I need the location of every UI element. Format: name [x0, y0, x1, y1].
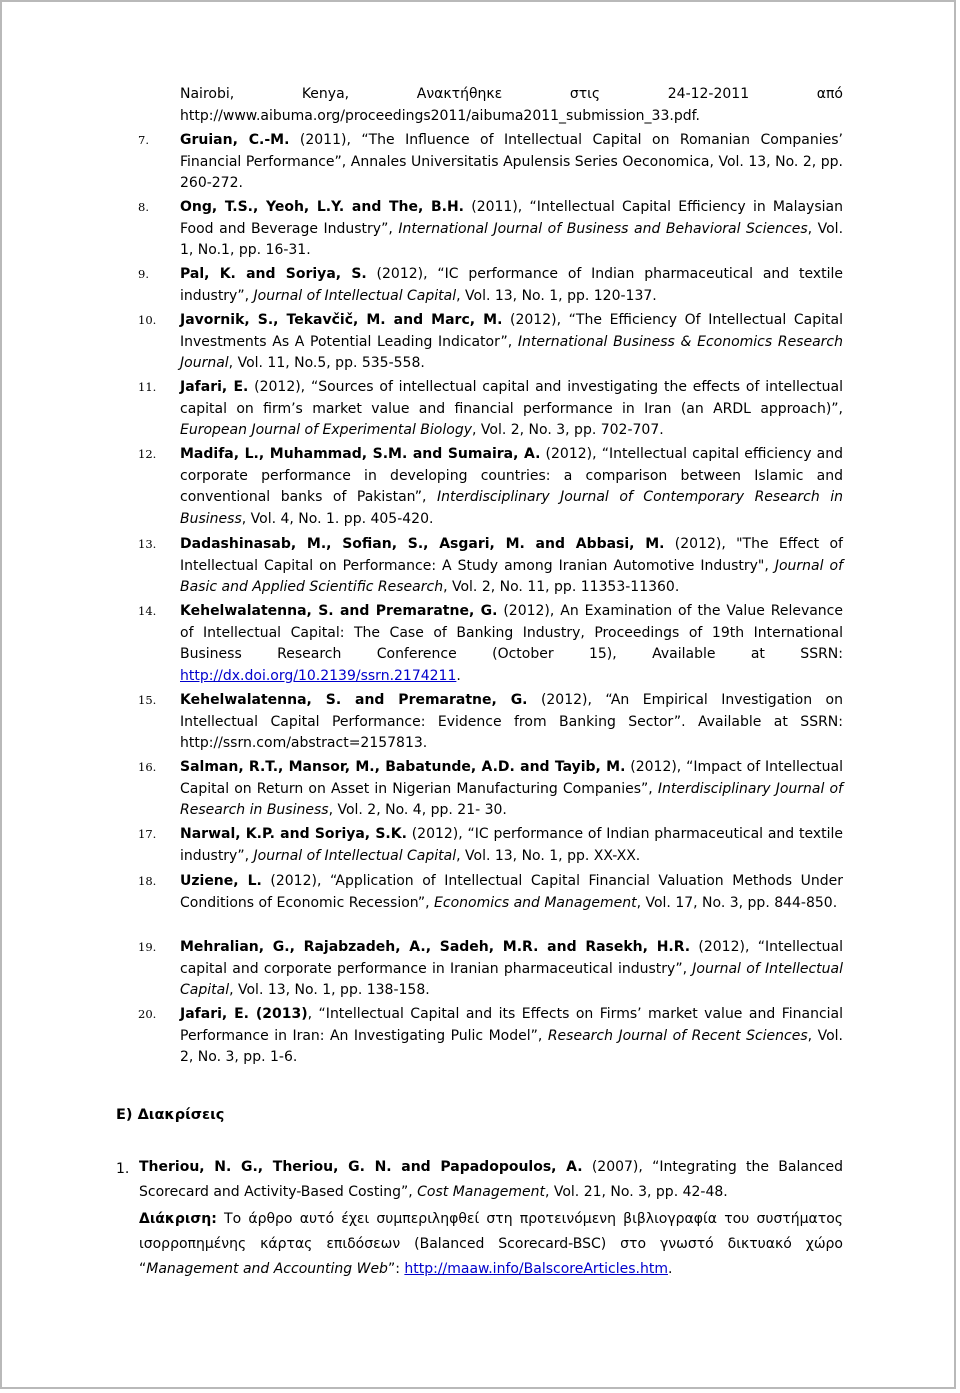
- continuation-word: Nairobi,: [180, 86, 235, 102]
- reference-details: , Vol. 1, No.1, pp. 16-31.: [180, 220, 844, 258]
- reference-journal: Interdisciplinary Journal of Research in Business: [180, 780, 843, 818]
- reference-body: (2011), “The Influence of Intellectual Capital on Romanian Companies’ Financial Performance”, Annales Universitatis Apulensis Series Oeconomica, Vol. 13, No. 2, pp. 260-272.: [180, 132, 844, 191]
- reference-text: [180, 197, 843, 262]
- ssrn-doi-link[interactable]: http://dx.doi.org/10.2139/ssrn.2174211: [180, 667, 457, 684]
- reference-authors: Jafari, E.: [180, 379, 249, 395]
- award-body: (2007), “Integrating the Balanced Scorecard and Activity-Based Costing”,: [139, 1159, 843, 1200]
- reference-authors: Dadashinasab, M., Sofian, S., Asgari, M. and Abbasi, M.: [180, 536, 665, 552]
- reference-details: , Vol. 13, No. 1, pp. 138-158.: [229, 982, 430, 998]
- reference-number: 7.: [138, 133, 149, 147]
- reference-journal: Journal of Basic and Applied Scientific Research: [180, 557, 844, 595]
- reference-authors: Gruian, C.-M.: [180, 132, 290, 148]
- award-text: Το άρθρο αυτό έχει συμπεριληφθεί στη προτεινόμενη βιβλιογραφία του συστήματος ισορροπημένης κάρτας επιδόσεων (Balanced Scorecard-BSC) στο γνωστό δικτυακό χώρο “: [139, 1211, 843, 1277]
- reference-text: [180, 871, 843, 914]
- reference-number: 16.: [138, 760, 157, 774]
- reference-authors: Javornik, S., Tekavčič, M. and Marc, M.: [180, 312, 503, 328]
- section-heading: Ε) Διακρίσεις: [116, 1107, 225, 1123]
- reference-body: (2012), “IC performance of Indian pharmaceutical and textile industry”,: [180, 826, 843, 864]
- reference-journal: Journal of Intellectual Capital: [253, 287, 457, 304]
- reference-journal: Economics and Management: [434, 894, 637, 911]
- award-reference: [139, 1155, 843, 1205]
- continuation-line-2: [180, 106, 843, 128]
- award-text-end: .: [668, 1261, 673, 1277]
- reference-body: (2012), “IC performance of Indian pharmaceutical and textile industry”,: [180, 266, 843, 304]
- reference-body: (2012), “Impact of Intellectual Capital on Return on Asset in Nigerian Manufacturing Companies”,: [180, 759, 844, 797]
- award-description: [139, 1207, 843, 1282]
- reference-journal: European Journal of Experimental Biology: [180, 422, 472, 438]
- reference-number: 14.: [138, 604, 157, 618]
- reference-authors: Salman, R.T., Mansor, M., Babatunde, A.D. and Tayib, M.: [180, 759, 626, 775]
- reference-body: (2012), “The Efficiency Of Intellectual Capital Investments As A Potential Leading Indicator”,: [180, 312, 843, 350]
- reference-number: 12.: [138, 447, 157, 461]
- award-details: , Vol. 21, No. 3, pp. 42-48.: [544, 1184, 728, 1200]
- reference-end: .: [456, 667, 461, 684]
- reference-authors: Kehelwalatenna, S. and Premaratne, G.: [180, 692, 528, 708]
- reference-authors: Uziene, L.: [180, 873, 262, 889]
- reference-body: (2012), “Intellectual capital efficiency and corporate performance in developing countries: a comparison between Islamic and conventional banks of Pakistan”,: [180, 446, 844, 505]
- award-site-name: Management and Accounting Web: [146, 1261, 388, 1277]
- reference-authors: Ong, T.S., Yeoh, L.Y. and The, B.H.: [180, 199, 464, 215]
- continuation-word: στις: [569, 86, 601, 102]
- reference-text: [180, 377, 843, 442]
- reference-journal: Journal of Intellectual Capital: [253, 847, 457, 864]
- reference-number: 10.: [138, 313, 157, 327]
- reference-authors: Pal, K. and Soriya, S.: [180, 266, 367, 282]
- reference-text: [180, 444, 843, 530]
- reference-text: [180, 1004, 843, 1069]
- reference-text: [180, 264, 843, 307]
- reference-body: , “Intellectual Capital and its Effects on Firms’ market value and Financial Performance in Iran: An Investigating Pulic Model”,: [180, 1006, 843, 1044]
- reference-details: , Vol. 13, No. 1, pp. XX-XX.: [456, 847, 641, 864]
- reference-body: (2012), “An Empirical Investigation on Intellectual Capital Performance: Evidence from Banking Sector”. Available at SSRN: http://ssrn.com/abstract=2157813.: [180, 692, 843, 751]
- reference-text: [180, 757, 843, 822]
- reference-body: (2012), An Examination of the Value Relevance of Intellectual Capital: The Case of Banking Industry, Proceedings of 19th International Business Research Conference (October 15), Available at SSRN:: [180, 603, 843, 662]
- maaw-link[interactable]: http://maaw.info/BalscoreArticles.htm: [404, 1261, 668, 1277]
- reference-authors: Jafari, E. (2013): [180, 1006, 308, 1022]
- reference-details: , Vol. 2, No. 4, pp. 21- 30.: [328, 802, 507, 818]
- award-item-number: 1.: [116, 1161, 130, 1177]
- reference-body: (2011), “Intellectual Capital Efficiency in Malaysian Food and Beverage Industry”,: [180, 199, 843, 237]
- reference-authors: Mehralian, G., Rajabzadeh, A., Sadeh, M.R. and Rasekh, H.R.: [180, 939, 691, 955]
- reference-journal: International Business & Economics Research Journal: [180, 333, 843, 371]
- reference-number: 13.: [138, 537, 157, 551]
- reference-body: (2012), "The Effect of Intellectual Capital on Performance: A Study among Iranian Automotive Industry",: [180, 536, 843, 574]
- reference-details: , Vol. 13, No. 1, pp. 120-137.: [456, 287, 657, 304]
- reference-number: 9.: [138, 267, 149, 281]
- continuation-word: Ανακτήθηκε: [416, 86, 503, 102]
- reference-number: 18.: [138, 874, 157, 888]
- reference-authors: Kehelwalatenna, S. and Premaratne, G.: [180, 603, 498, 619]
- reference-details: , Vol. 4, No. 1. pp. 405-420.: [241, 510, 434, 527]
- reference-details: , Vol. 2, No. 11, pp. 11353-11360.: [443, 579, 680, 595]
- reference-journal: International Journal of Business and Behavioral Sciences: [398, 220, 808, 237]
- reference-details: , Vol. 2, No. 3, pp. 1-6.: [180, 1027, 843, 1065]
- award-journal: Cost Management: [417, 1184, 545, 1200]
- reference-text: [180, 310, 843, 375]
- reference-body: (2012), “Sources of intellectual capital and investigating the effects of intellectual capital on firm’s market value and financial performance in Iran (an ARDL approach)”,: [180, 379, 843, 417]
- reference-body: (2012), “Application of Intellectual Capital Financial Valuation Methods Under Conditions of Economic Recession”,: [180, 873, 843, 911]
- reference-journal: Journal of Intellectual Capital: [180, 960, 843, 998]
- reference-text: [180, 534, 843, 599]
- continuation-word: Kenya,: [301, 86, 350, 102]
- reference-text: [180, 937, 843, 1002]
- award-label: Διάκριση:: [139, 1211, 217, 1227]
- reference-text: [180, 601, 843, 687]
- reference-text: [180, 130, 843, 195]
- reference-number: 19.: [138, 940, 157, 954]
- reference-number: 8.: [138, 200, 149, 214]
- continuation-word: 24-12-2011: [667, 86, 750, 102]
- reference-text: [180, 824, 843, 867]
- reference-authors: Narwal, K.P. and Soriya, S.K.: [180, 826, 407, 842]
- reference-details: , Vol. 11, No.5, pp. 535-558.: [228, 355, 425, 371]
- reference-authors: Madifa, L., Muhammad, S.M. and Sumaira, A.: [180, 446, 541, 462]
- continuation-word: από: [816, 86, 843, 102]
- reference-journal: Interdisciplinary Journal of Contemporary Research in Business: [180, 489, 843, 527]
- award-text-mid: ”:: [387, 1261, 405, 1277]
- reference-details: , Vol. 17, No. 3, pp. 844-850.: [636, 894, 838, 911]
- reference-text: [180, 690, 843, 755]
- reference-number: 17.: [138, 827, 157, 841]
- reference-journal: Research Journal of Recent Sciences: [547, 1027, 808, 1044]
- continuation-line-1: [180, 84, 843, 106]
- reference-details: , Vol. 2, No. 3, pp. 702-707.: [472, 422, 664, 438]
- reference-number: 11.: [138, 380, 157, 394]
- continuation-url: http://www.aibuma.org/proceedings2011/aibuma2011_submission_33.pdf.: [180, 108, 700, 124]
- reference-number: 15.: [138, 693, 157, 707]
- award-authors: Theriou, N. G., Theriou, G. N. and Papadopoulos, A.: [139, 1159, 583, 1175]
- reference-number: 20.: [138, 1007, 157, 1021]
- reference-body: (2012), “Intellectual capital and corporate performance in Iranian pharmaceutical industry”,: [180, 939, 843, 977]
